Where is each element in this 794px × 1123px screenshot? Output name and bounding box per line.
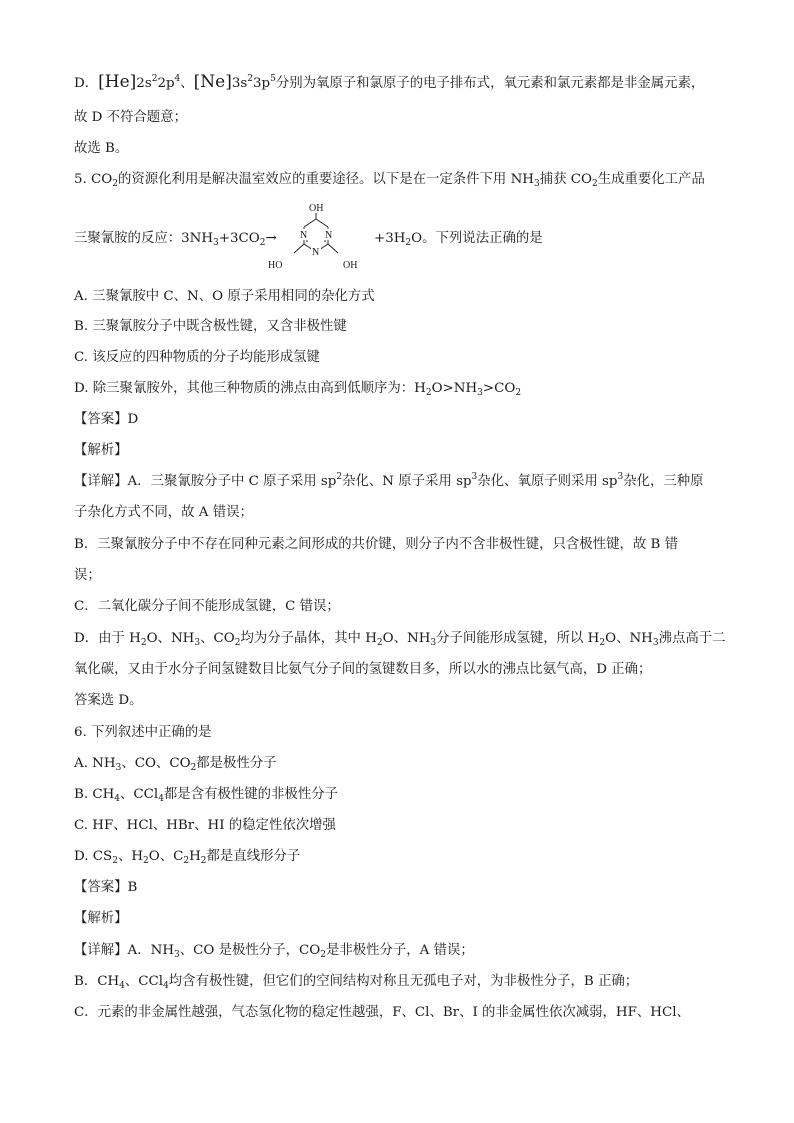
text: 、CO、CO	[121, 756, 191, 771]
detail-line	[74, 941, 474, 961]
sub: 2	[234, 638, 241, 648]
sub: 2	[143, 856, 149, 866]
text: D．由于 H	[74, 631, 141, 646]
text: O、C	[148, 849, 184, 864]
analysis-label: 【解析】	[74, 911, 128, 926]
option-b: B. 三聚氰胺分子中既含极性键，又含非极性键	[74, 319, 347, 334]
sub: 4	[163, 981, 169, 991]
text: 杂化、N 原子采用 sp	[342, 474, 472, 489]
text: 都是直线形分子	[206, 849, 301, 864]
ne-core: [Ne]	[193, 72, 232, 92]
sub: 2	[140, 638, 147, 648]
sub: 2	[183, 856, 190, 866]
text: 、CO 是极性分子，CO	[179, 943, 321, 958]
sup: 2	[336, 472, 343, 482]
sub: 2	[320, 950, 326, 960]
sup: 2	[247, 74, 253, 84]
detail-line: B．三聚氰胺分子中不存在同种元素之间形成的共价键，则分子内不含非极性键，只含极性键，故 B 错	[74, 537, 678, 552]
option-c: C. HF、HCl、HBr、HI 的稳定性依次增强	[74, 818, 336, 833]
text: >CO	[482, 381, 516, 396]
option-letter: D．	[74, 76, 99, 91]
sub: 3	[430, 638, 437, 648]
sub: 3	[194, 638, 201, 648]
detail-line: 误；	[74, 568, 101, 583]
text: 分子间能形成氢键，所以 H	[436, 631, 600, 646]
text: D. 除三聚氰胺外，其他三种物质的沸点由高到低顺序为：H	[74, 381, 426, 396]
separator: 、	[180, 76, 194, 91]
text: 是非极性分子，A 错误；	[325, 943, 474, 958]
sub: 3	[533, 179, 540, 189]
text: 都是极性分子	[196, 756, 277, 771]
question-5-reaction	[74, 229, 277, 249]
he-2s: 2s	[136, 76, 152, 91]
sub: 2	[425, 388, 432, 398]
arrow: →	[265, 231, 277, 246]
ho-left-label: HO	[268, 260, 283, 271]
sub: 2	[200, 856, 207, 866]
text: D. CS	[74, 849, 113, 864]
detail-line: 子杂化方式不同，故 A 错误；	[74, 505, 253, 520]
text: 均含有极性键，但它们的空间结构对称且无孤电子对，为非极性分子，B 正确；	[168, 974, 639, 989]
sub: 2	[515, 388, 522, 398]
triazine-structure-image	[266, 200, 366, 274]
text: A. NH	[74, 756, 116, 771]
text: B. CH	[74, 787, 115, 802]
sub: 3	[174, 950, 180, 960]
detail-line	[74, 472, 704, 492]
sub: 4	[119, 981, 125, 991]
text: O、NH	[382, 631, 431, 646]
text: O、NH	[605, 631, 653, 646]
detail-line: C．元素的非金属性越强，气态氢化物的稳定性越强，F、Cl、Br、I 的非金属性依次减弱，HF、HCl、	[74, 1005, 690, 1020]
text: 均为分子晶体，其中 H	[240, 631, 377, 646]
sub: 2	[259, 238, 266, 248]
option-a: A. 三聚氰胺中 C、N、O 原子采用相同的杂化方式	[74, 289, 375, 304]
sub: 2	[405, 238, 412, 248]
text: O、NH	[146, 631, 195, 646]
ne-3s: 3s	[231, 76, 248, 91]
text: 【详解】A．NH	[74, 943, 175, 958]
sub: 2	[190, 763, 197, 773]
sub: 3	[115, 763, 122, 773]
text: 捕获 CO	[539, 172, 592, 187]
sub: 2	[112, 179, 118, 189]
sub: 4	[114, 794, 121, 804]
sub: 3	[477, 388, 483, 398]
question-5-reaction-tail	[374, 229, 543, 249]
text: 【详解】A．三聚氰胺分子中 C 原子采用 sp	[74, 474, 337, 489]
sub: 2	[591, 179, 598, 189]
analysis-label: 【解析】	[74, 443, 128, 458]
he-core: [He]	[98, 72, 137, 92]
sub: 2	[376, 638, 383, 648]
detail-line	[74, 629, 726, 649]
question-5-stem	[74, 170, 705, 190]
text: 沸点高于二	[658, 631, 726, 646]
sup: 3	[617, 472, 624, 482]
text-line: 故选 B。	[74, 141, 129, 156]
n-bottom-label: N	[312, 247, 320, 258]
option-b	[74, 785, 338, 805]
oh-right-label: OH	[343, 260, 358, 271]
oh-top-label: OH	[309, 203, 324, 214]
text: 三聚氰胺的反应：3NH	[74, 231, 214, 246]
sub: 3	[213, 238, 219, 248]
n-right-label: N	[325, 230, 333, 241]
question-6-stem: 6. 下列叙述中正确的是	[74, 725, 212, 740]
text: 、CCl	[120, 787, 159, 802]
option-a	[74, 754, 277, 774]
sub: 2	[112, 856, 118, 866]
text: 生成重要化工产品	[597, 172, 705, 187]
text: 都是含有极性键的非极性分子	[163, 787, 338, 802]
sup: 3	[471, 472, 478, 482]
sup: 5	[270, 74, 276, 84]
text-line: 故 D 不符合题意；	[74, 110, 187, 125]
text: O。下列说法正确的是	[411, 231, 543, 246]
text: 、CO	[200, 631, 235, 646]
text: 的资源化利用是解决温室效应的重要途径。以下是在一定条件下用 NH	[118, 172, 534, 187]
sub: 2	[599, 638, 606, 648]
answer-label: 【答案】D	[74, 412, 139, 427]
option-d	[74, 379, 521, 399]
option-d-config-line	[74, 72, 704, 94]
detail-line	[74, 972, 638, 992]
text: 杂化，三种原	[623, 474, 704, 489]
n-left-label: N	[300, 230, 308, 241]
text: 杂化、氧原子则采用 sp	[477, 474, 618, 489]
sup: 4	[174, 74, 181, 84]
detail-line: 氧化碳，又由于水分子间氢键数目比氨气分子间的氢键数目多，所以水的沸点比氨气高，D 正确；	[74, 662, 652, 677]
he-2p: 2p	[157, 76, 175, 91]
text: B．CH	[74, 974, 120, 989]
text: +3CO	[218, 231, 260, 246]
sub: 4	[158, 794, 164, 804]
text: 、CCl	[124, 974, 164, 989]
text: 分别为氧原子和氯原子的电子排布式，氧元素和氯元素都是非金属元素，	[275, 76, 705, 91]
answer-label: 【答案】B	[74, 880, 138, 895]
option-c: C. 该反应的四种物质的分子均能形成氢键	[74, 350, 320, 365]
text: 、H	[117, 849, 144, 864]
text: 5. CO	[74, 172, 113, 187]
text: +3H	[374, 231, 406, 246]
ne-3p: 3p	[253, 76, 271, 91]
option-d	[74, 847, 300, 867]
detail-line: C．二氧化碳分子间不能形成氢键，C 错误；	[74, 599, 340, 614]
sup: 2	[151, 74, 158, 84]
detail-line: 答案选 D。	[74, 693, 143, 708]
text: O>NH	[431, 381, 478, 396]
text: H	[189, 849, 201, 864]
sub: 3	[652, 638, 659, 648]
